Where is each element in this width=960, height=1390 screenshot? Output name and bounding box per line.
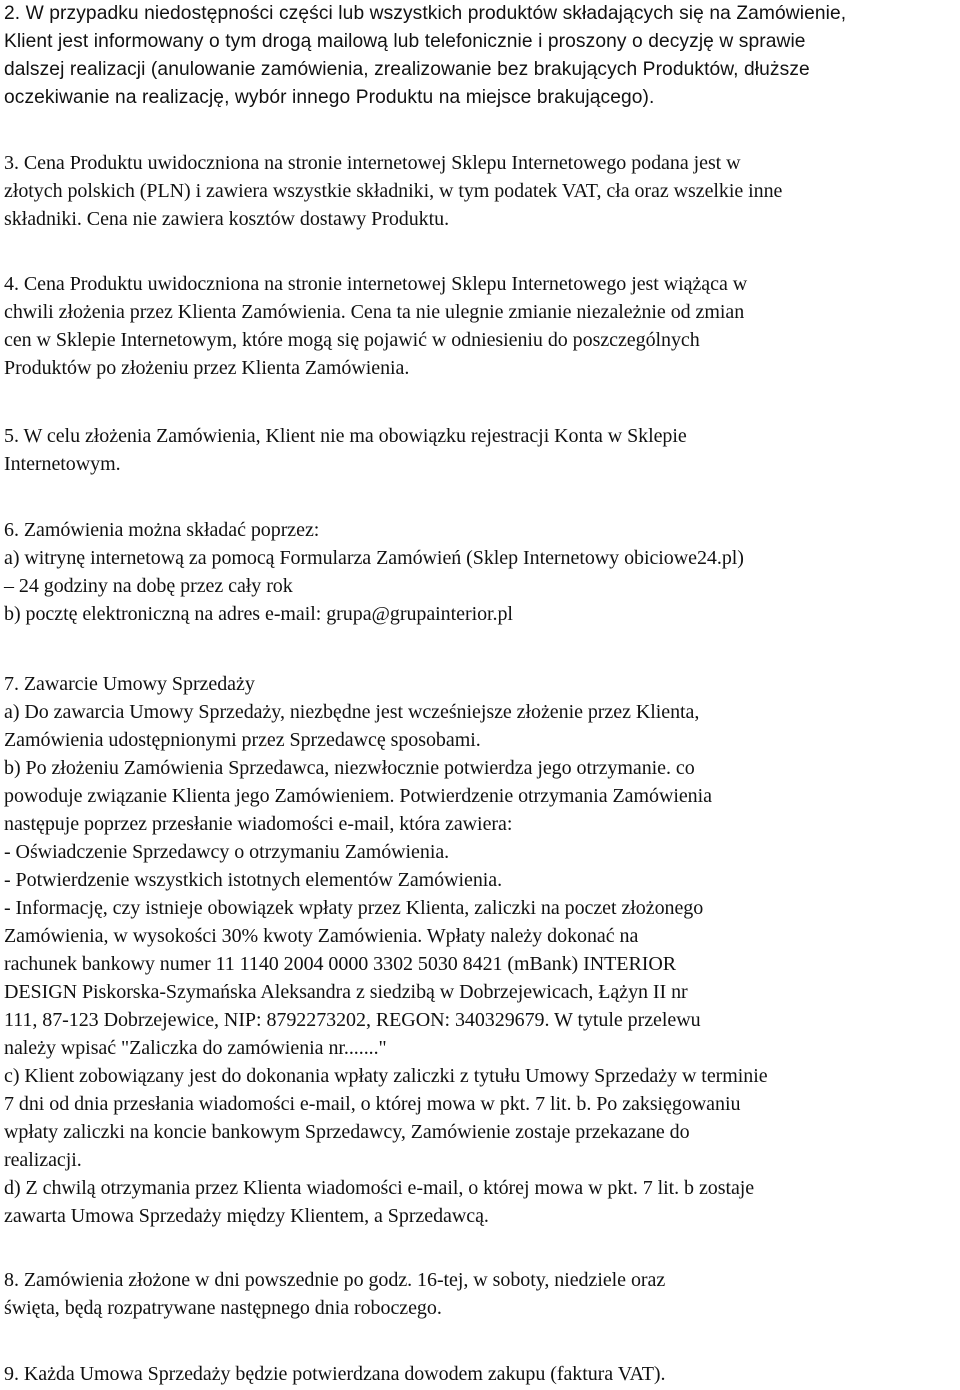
text-line: 8. Zamówienia złożone w dni powszednie po godz. 16-tej, w soboty, niedziele oraz (4, 1269, 666, 1291)
text-line: 111, 87-123 Dobrzejewice, NIP: 8792273202, REGON: 340329679. W tytule przelewu (4, 1009, 701, 1031)
text-line: powoduje związanie Klienta jego Zamówieniem. Potwierdzenie otrzymania Zamówienia (4, 785, 712, 807)
text-line: Zamówienia, w wysokości 30% kwoty Zamówienia. Wpłaty należy dokonać na (4, 925, 639, 947)
paragraph-7 (4, 670, 958, 1230)
text-line: a) witrynę internetową za pomocą Formularza Zamówień (Sklep Internetowy obiciowe24.pl) (4, 547, 744, 569)
text-line: chwili złożenia przez Klienta Zamówienia. Cena ta nie ulegnie zmianie niezależnie od zmian (4, 301, 745, 323)
text-line: 7 dni od dnia przesłania wiadomości e-mail, o której mowa w pkt. 7 lit. b. Po zaksięgowaniu (4, 1093, 741, 1115)
text-line: a) Do zawarcia Umowy Sprzedaży, niezbędne jest wcześniejsze złożenie przez Klienta, (4, 701, 700, 723)
text-line: b) Po złożeniu Zamówienia Sprzedawca, niezwłocznie potwierdza jego otrzymanie. co (4, 757, 695, 779)
text-line: - Oświadczenie Sprzedawcy o otrzymaniu Zamówienia. (4, 841, 450, 863)
paragraph-2 (4, 0, 958, 112)
text-line: 2. W przypadku niedostępności części lub wszystkich produktów składających się na Zamówienie, (4, 3, 847, 24)
text-line: należy wpisać "Zaliczka do zamówienia nr......." (4, 1037, 387, 1059)
text-line: c) Klient zobowiązany jest do dokonania wpłaty zaliczki z tytułu Umowy Sprzedaży w terminie (4, 1065, 768, 1087)
text-line: b) pocztę elektroniczną na adres e-mail: grupa@grupainterior.pl (4, 603, 513, 625)
text-line: wpłaty zaliczki na koncie bankowym Sprzedawcy, Zamówienie zostaje przekazane do (4, 1121, 690, 1143)
text-line: Klient jest informowany o tym drogą mailową lub telefonicznie i proszony o decyzję w sprawie (4, 31, 806, 52)
text-line: – 24 godziny na dobę przez cały rok (4, 575, 293, 597)
text-line: 6. Zamówienia można składać poprzez: (4, 519, 320, 541)
text-line: Produktów po złożeniu przez Klienta Zamówienia. (4, 357, 410, 379)
text-line: - Informację, czy istnieje obowiązek wpłaty przez Klienta, zaliczki na poczet złożonego (4, 897, 704, 919)
text-line: święta, będą rozpatrywane następnego dnia roboczego. (4, 1297, 442, 1319)
text-line: składniki. Cena nie zawiera kosztów dostawy Produktu. (4, 208, 450, 230)
text-line: rachunek bankowy numer 11 1140 2004 0000 3302 5030 8421 (mBank) INTERIOR (4, 953, 677, 975)
text-line: 7. Zawarcie Umowy Sprzedaży (4, 673, 255, 695)
text-line: realizacji. (4, 1149, 82, 1171)
text-line: d) Z chwilą otrzymania przez Klienta wiadomości e-mail, o której mowa w pkt. 7 lit. b zostaje (4, 1177, 755, 1199)
text-line: - Potwierdzenie wszystkich istotnych elementów Zamówienia. (4, 869, 503, 891)
paragraph-8 (4, 1266, 958, 1322)
text-line: cen w Sklepie Internetowym, które mogą się pojawić w odniesieniu do poszczególnych (4, 329, 700, 351)
text-line: 9. Każda Umowa Sprzedaży będzie potwierdzana dowodem zakupu (faktura VAT). (4, 1363, 666, 1385)
text-line: Zamówienia udostępnionymi przez Sprzedawcę sposobami. (4, 729, 481, 751)
text-line: DESIGN Piskorska-Szymańska Aleksandra z siedzibą w Dobrzejewicach, Łążyn II nr (4, 981, 688, 1003)
text-line: 4. Cena Produktu uwidoczniona na stronie internetowej Sklepu Internetowego jest wiążąca w (4, 273, 748, 295)
text-line: 5. W celu złożenia Zamówienia, Klient nie ma obowiązku rejestracji Konta w Sklepie (4, 425, 687, 447)
paragraph-6 (4, 516, 958, 628)
paragraph-4 (4, 270, 958, 382)
paragraph-3 (4, 149, 958, 233)
paragraph-5 (4, 422, 958, 478)
text-line: oczekiwanie na realizację, wybór innego Produktu na miejsce brakującego). (4, 87, 655, 108)
text-line: Internetowym. (4, 453, 121, 475)
paragraph-9 (4, 1360, 958, 1388)
text-line: dalszej realizacji (anulowanie zamówienia, zrealizowanie bez brakujących Produktów, dłuższe (4, 59, 810, 80)
text-line: 3. Cena Produktu uwidoczniona na stronie internetowej Sklepu Internetowego podana jest w (4, 152, 741, 174)
text-line: złotych polskich (PLN) i zawiera wszystkie składniki, w tym podatek VAT, cła oraz wszelkie inne (4, 180, 783, 202)
text-line: następuje poprzez przesłanie wiadomości e-mail, która zawiera: (4, 813, 513, 835)
text-line: zawarta Umowa Sprzedaży między Klientem, a Sprzedawcą. (4, 1205, 489, 1227)
